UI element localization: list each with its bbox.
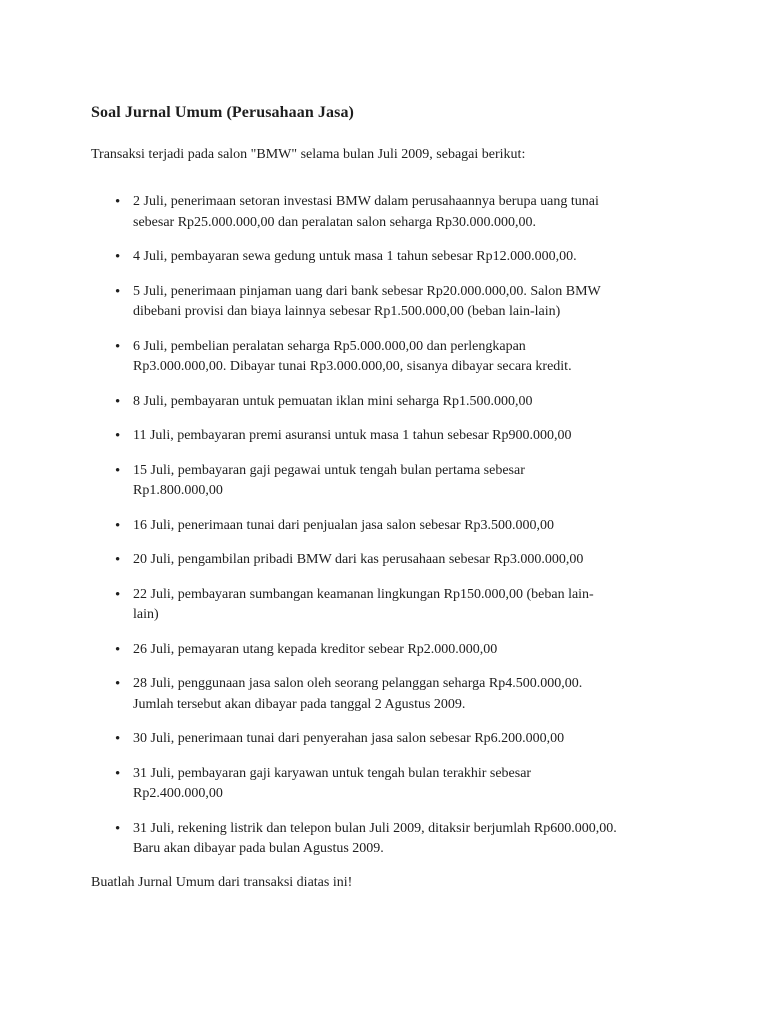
transaction-text-line: Baru akan dibayar pada bulan Agustus 2009. <box>133 841 384 856</box>
transaction-text-line: sebesar Rp25.000.000,00 dan peralatan salon seharga Rp30.000.000,00. <box>133 214 536 230</box>
transaction-text-line: • 31 Juli, pembayaran gaji karyawan untuk tengah bulan terakhir sebesar <box>133 765 532 781</box>
transaction-text-line: • 26 Juli, pemayaran utang kepada kreditor sebear Rp2.000.000,00 <box>133 641 498 657</box>
transaction-text-line: • 22 Juli, pembayaran sumbangan keamanan lingkungan Rp150.000,00 (beban lain- <box>133 586 594 602</box>
transaction-text-line: • 15 Juli, pembayaran gaji pegawai untuk tengah bulan pertama sebesar <box>133 462 525 478</box>
transaction-item-26-juli <box>91 640 691 661</box>
transaction-item-11-juli <box>91 426 691 447</box>
transaction-item-4-juli <box>91 247 691 268</box>
transaction-text-line: • 20 Juli, pengambilan pribadi BMW dari kas perusahaan sebesar Rp3.000.000,00 <box>133 552 584 567</box>
transaction-item-31-juli-gaji <box>91 764 691 805</box>
transaction-text-line: Rp3.000.000,00. Dibayar tunai Rp3.000.000,00, sisanya dibayar secara kredit. <box>133 359 572 374</box>
transaction-item-16-juli <box>91 516 691 537</box>
transaction-item-6-juli <box>91 337 691 378</box>
transaction-text-line: • 11 Juli, pembayaran premi asuransi untuk masa 1 tahun sebesar Rp900.000,00 <box>133 428 572 443</box>
page-title: Soal Jurnal Umum (Perusahaan Jasa) <box>91 104 354 121</box>
transaction-text-line: • 8 Juli, pembayaran untuk pemuatan iklan mini seharga Rp1.500.000,00 <box>133 393 533 409</box>
transaction-text-line: • 31 Juli, rekening listrik dan telepon bulan Juli 2009, ditaksir berjumlah Rp600.000,00. <box>133 820 617 836</box>
transaction-text-line: • 6 Juli, pembelian peralatan seharga Rp5.000.000,00 dan perlengkapan <box>133 338 526 354</box>
transaction-item-5-juli <box>91 282 691 323</box>
closing-instruction: Buatlah Jurnal Umum dari transaksi diatas ini! <box>91 874 353 890</box>
transaction-list <box>91 192 691 860</box>
transaction-text-line: lain) <box>133 607 159 622</box>
transaction-item-15-juli <box>91 461 691 502</box>
transaction-item-20-juli <box>91 550 691 571</box>
transaction-text-line: • 5 Juli, penerimaan pinjaman uang dari bank sebesar Rp20.000.000,00. Salon BMW <box>133 283 601 299</box>
transaction-text-line: Rp1.800.000,00 <box>133 483 223 498</box>
transaction-item-2-juli <box>91 192 691 233</box>
transaction-item-31-juli-listrik <box>91 819 691 860</box>
transaction-text-line: • 30 Juli, penerimaan tunai dari penyerahan jasa salon sebesar Rp6.200.000,00 <box>133 731 565 746</box>
intro-paragraph: Transaksi terjadi pada salon "BMW" selama bulan Juli 2009, sebagai berikut: <box>91 147 526 162</box>
transaction-item-28-juli <box>91 674 691 715</box>
transaction-text-line: Jumlah tersebut akan dibayar pada tanggal 2 Agustus 2009. <box>133 696 466 712</box>
transaction-text-line: dibebani provisi dan biaya lainnya sebesar Rp1.500.000,00 (beban lain-lain) <box>133 304 561 319</box>
transaction-text-line: • 28 Juli, penggunaan jasa salon oleh seorang pelanggan seharga Rp4.500.000,00. <box>133 676 583 691</box>
document-content <box>91 0 691 891</box>
transaction-text-line: • 2 Juli, penerimaan setoran investasi BMW dalam perusahaannya berupa uang tunai <box>133 194 599 209</box>
transaction-text-line: • 4 Juli, pembayaran sewa gedung untuk masa 1 tahun sebesar Rp12.000.000,00. <box>133 249 577 264</box>
transaction-text-line: • 16 Juli, penerimaan tunai dari penjualan jasa salon sebesar Rp3.500.000,00 <box>133 517 555 533</box>
transaction-item-22-juli <box>91 585 691 626</box>
transaction-text-line: Rp2.400.000,00 <box>133 786 223 801</box>
transaction-item-8-juli <box>91 392 691 413</box>
transaction-item-30-juli <box>91 729 691 750</box>
